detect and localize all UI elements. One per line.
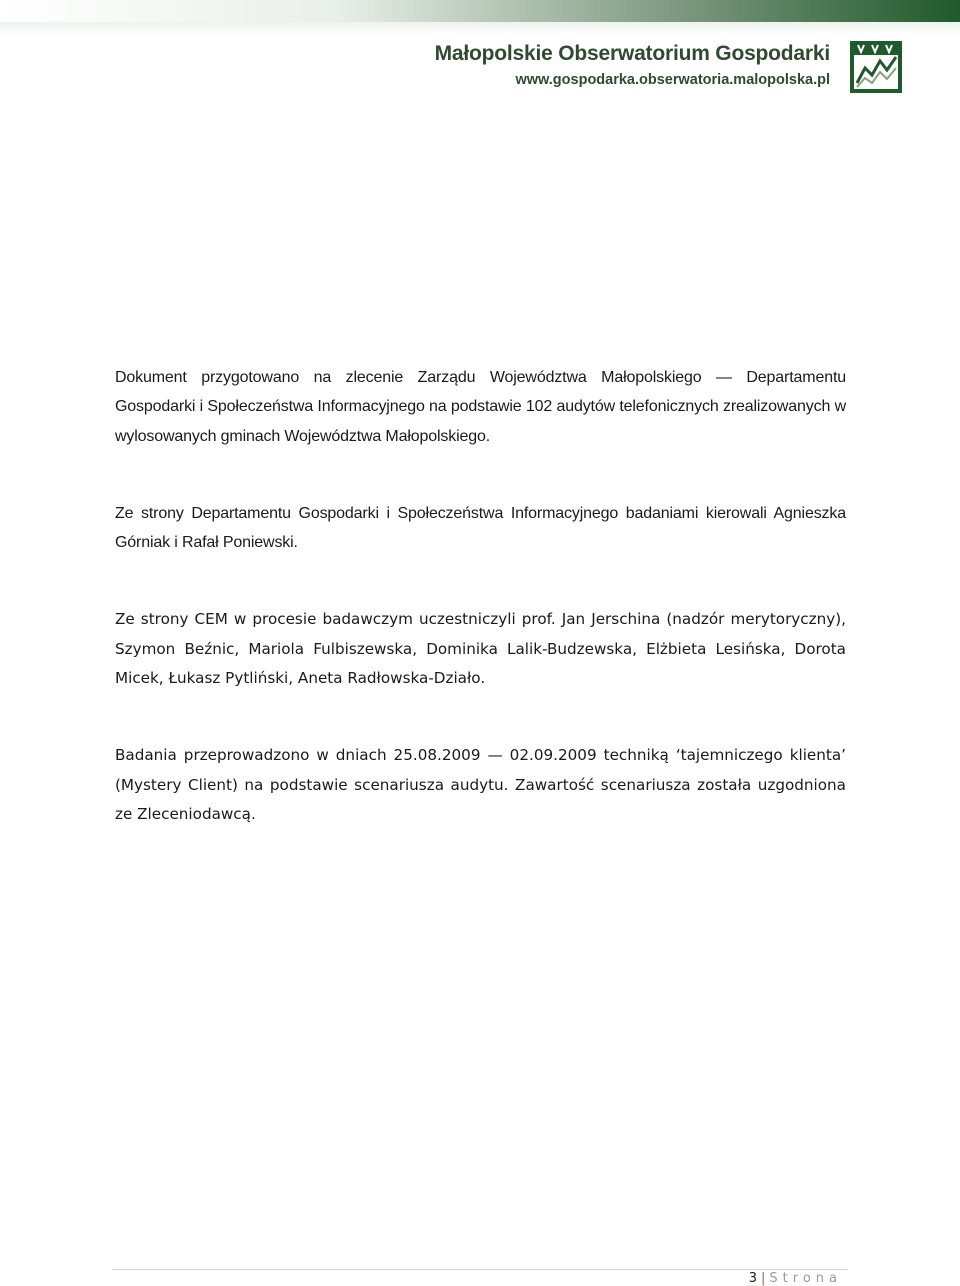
paragraph-commission: Dokument przygotowano na zlecenie Zarządu Województwa Małopolskiego — Departamentu Gospodarki i Społeczeństwa Informacyjnego na podstawie 102 audytów telefonicznych zrealizowanych w wylosowanych gminach Województwa Małopolskiego. [115,369,846,445]
header-url[interactable]: www.gospodarka.obserwatoria.malopolska.pl [515,72,830,88]
header-title: Małopolskie Obserwatorium Gospodarki [434,42,830,65]
paragraph-research-dates: Badania przeprowadzono w dniach 25.08.2009 — 02.09.2009 techniką ‘tajemniczego klienta’ (Mystery Client) na podstawie scenariusza audytu. Zawartość scenariusza została uzgodniona ze Zleceniodawcą. [115,746,846,823]
footer-divider [112,1269,848,1270]
page-word: Strona [769,1271,842,1286]
document-body [115,363,846,829]
page-number: 3 [748,1271,758,1286]
page-footer [749,1271,842,1286]
header-band [0,0,960,22]
footer-separator: | [761,1271,766,1286]
chart-growth-icon [850,41,902,93]
paragraph-supervisors: Ze strony Departamentu Gospodarki i Społeczeństwa Informacyjnego badaniami kierowali Agnieszka Górniak i Rafał Poniewski. [115,504,846,552]
paragraph-cem-team: Ze strony CEM w procesie badawczym uczestniczyli prof. Jan Jerschina (nadzór merytoryczny), Szymon Beźnic, Mariola Fulbiszewska, Dominika Lalik-Budzewska, Elżbieta Lesińska, Dorota Micek, Łukasz Pytliński, Aneta Radłowska-Działo. [115,610,846,688]
header-fade [0,22,960,36]
